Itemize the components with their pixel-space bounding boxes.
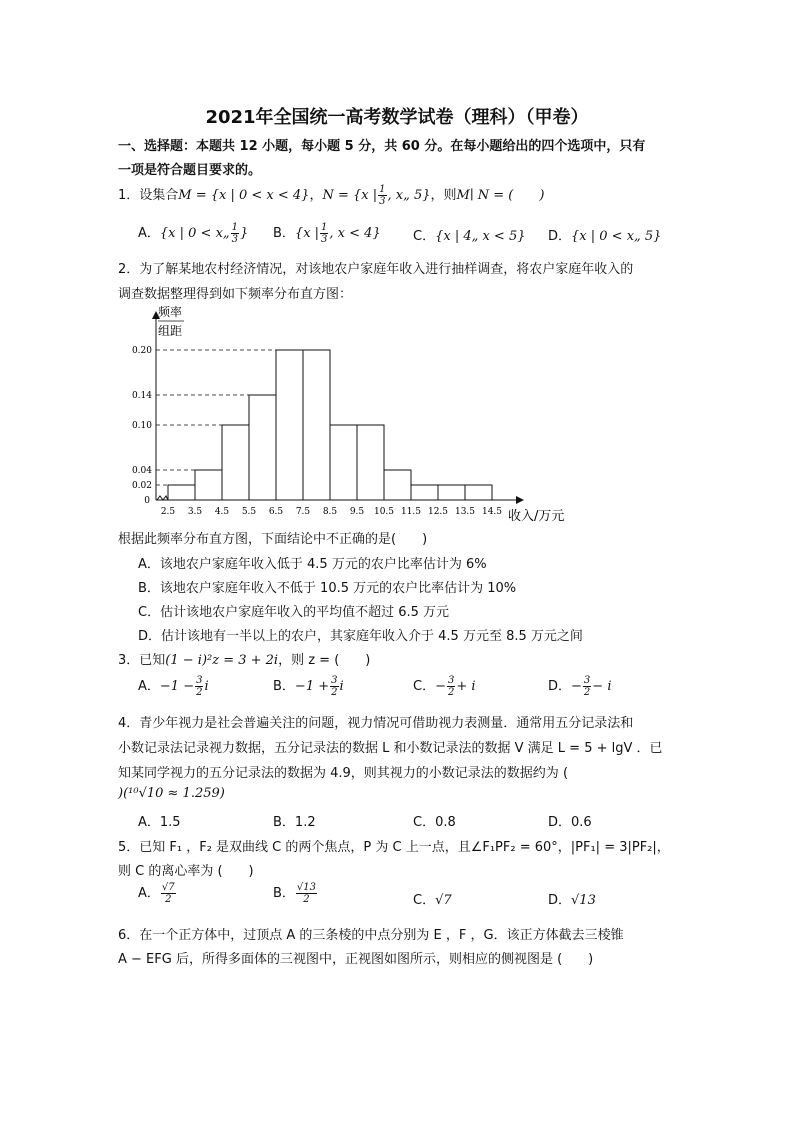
page-title: 2021年全国统一高考数学试卷（理科）（甲卷） [205,107,589,128]
question-4-option-c[interactable]: C．0.8 [413,815,456,830]
question-1-option-d[interactable]: D．{x | 0 < x„ 5} [548,229,662,244]
histogram-bar [195,470,222,500]
question-4-option-d[interactable]: D．0.6 [548,815,592,830]
x-tick-label: 5.5 [241,507,257,517]
question-1-option-c[interactable]: C．{x | 4„ x < 5} [413,229,526,244]
histogram-bar [411,485,438,500]
y-axis-label-denominator: 组距 [158,324,183,338]
y-tick-label: 0.14 [131,391,152,401]
x-tick-label: 9.5 [349,507,365,517]
question-4-stem-line2: 小数记录法记录视力数据，五分记录法的数据 L 和小数记录法的数据 V 满足 L = 5 + lgV ．已 [118,741,663,756]
x-tick-label: 12.5 [427,507,449,517]
question-3-option-a[interactable]: A．−1 − $\frac{3}{2}$ i [138,675,209,698]
question-3-option-c[interactable]: C．− $\frac{3}{2}$ + i [413,675,476,698]
x-tick-label: 3.5 [187,507,203,517]
question-2-option-c[interactable]: C．估计该地农户家庭年收入的平均值不超过 6.5 万元 [138,605,450,620]
histogram-bar [438,485,465,500]
question-1-option-a[interactable]: A．{x | 0 < x„ $\frac{1}{3}$ } [138,222,249,245]
question-4-option-a[interactable]: A．1.5 [138,815,181,830]
x-axis-label: 收入/万元 [508,509,565,524]
question-5-option-b[interactable]: B． $\frac{√13}{2}$ [273,882,317,905]
question-5-option-c[interactable]: C．√7 [413,893,452,908]
question-4-stem-line4: )(¹⁰√10 ≈ 1.259) [118,786,225,801]
question-2-option-d[interactable]: D．估计该地有一半以上的农户，其家庭年收入介于 4.5 万元至 8.5 万元之间 [138,629,583,644]
y-axis-label-numerator: 频率 [158,305,183,319]
histogram-bar [303,350,330,500]
question-5-stem-line1: 5．已知 F₁ ，F₂ 是双曲线 C 的两个焦点，P 为 C 上一点，且∠F₁PF₂ = 60°，|PF₁| = 3|PF₂|， [118,840,670,855]
question-1-option-b[interactable]: B．{x | $\frac{1}{3}$ , x < 4} [273,222,381,245]
histogram-bar [249,395,276,500]
x-tick-label: 2.5 [160,507,176,517]
histogram-bar [276,350,303,500]
histogram-bar [465,485,492,500]
question-6-stem-line2: A − EFG 后，所得多面体的三视图中，正视图如图所示，则相应的侧视图是 ( ) [118,952,594,967]
x-tick-label: 6.5 [268,507,284,517]
histogram-bar [168,485,195,500]
x-tick-label: 7.5 [295,507,311,517]
frequency-histogram [118,300,588,525]
axis-break [157,496,168,500]
x-tick-label: 10.5 [373,507,395,517]
question-2-option-b[interactable]: B．该地农户家庭年收入不低于 10.5 万元的农户比率估计为 10% [138,581,517,596]
question-5-option-a[interactable]: A． $\frac{√7}{2}$ [138,882,175,905]
question-2-option-a[interactable]: A．该地农户家庭年收入低于 4.5 万元的农户比率估计为 6% [138,557,487,572]
x-tick-label: 14.5 [481,507,503,517]
histogram-bar [330,425,357,500]
question-4-option-b[interactable]: B．1.2 [273,815,316,830]
y-tick-label: 0.02 [131,481,152,491]
y-tick-label: 0.20 [131,346,152,356]
question-2-ask: 根据此频率分布直方图，下面结论中不正确的是( ) [118,532,428,547]
question-2-stem-line2: 调查数据整理得到如下频率分布直方图： [118,287,353,302]
question-3-stem: 3．已知(1 − i)²z = 3 + 2i，则 z = ( ) [118,653,371,668]
y-tick-label: 0.10 [131,421,152,431]
x-tick-label: 4.5 [214,507,230,517]
histogram-bar [222,425,249,500]
question-3-option-b[interactable]: B．−1 + $\frac{3}{2}$ i [273,675,344,698]
section-heading-line2: 一项是符合题目要求的。 [118,163,262,178]
question-2-stem-line1: 2．为了解某地农村经济情况，对该地农户家庭年收入进行抽样调查，将农户家庭年收入的 [118,262,634,277]
section-heading-line1: 一、选择题：本题共 12 小题，每小题 5 分，共 60 分。在每小题给出的四个选项中，只有 [118,139,646,154]
histogram-bar [384,470,411,500]
question-6-stem-line1: 6．在一个正方体中，过顶点 A 的三条棱的中点分别为 E ，F ，G．该正方体截去三棱锥 [118,928,624,943]
question-4-stem-line1: 4．青少年视力是社会普遍关注的问题，视力情况可借助视力表测量．通常用五分记录法和 [118,716,634,731]
question-1-stem: 1．设集合M = {x | 0 < x < 4}，N = {x | $\frac{1}{3}$ , x„ 5}，则M∣ N = ( ) [118,184,545,207]
origin-label: 0 [144,496,150,506]
question-5-option-d[interactable]: D．√13 [548,893,596,908]
histogram-bar [357,425,384,500]
x-tick-label: 8.5 [322,507,338,517]
question-5-stem-line2: 则 C 的离心率为 ( ) [118,864,254,879]
y-tick-label: 0.04 [131,466,152,476]
question-4-stem-line3: 知某同学视力的五分记录法的数据为 4.9，则其视力的小数记录法的数据约为 ( [118,766,569,781]
question-3-option-d[interactable]: D．− $\frac{3}{2}$ − i [548,675,612,698]
x-tick-label: 11.5 [400,507,422,517]
x-tick-label: 13.5 [454,507,476,517]
